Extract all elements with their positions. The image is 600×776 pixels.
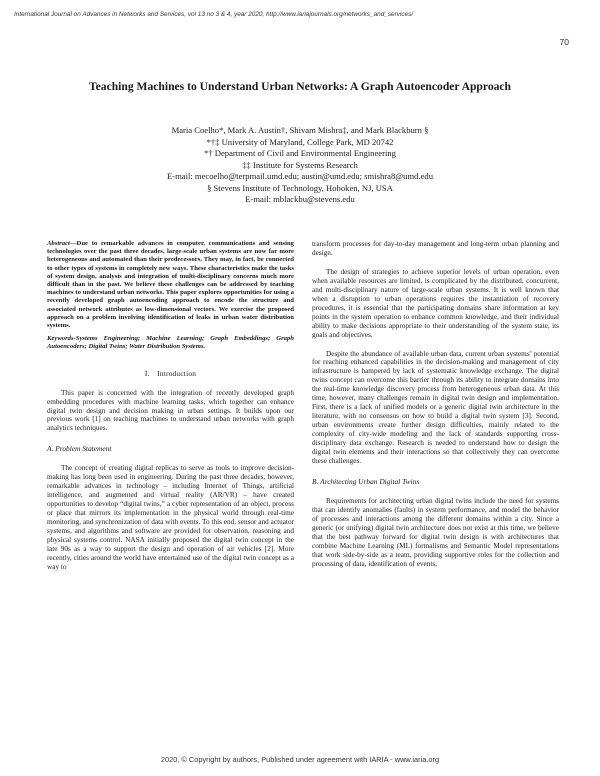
email-stevens: E-mail: mblackbu@stevens.edu [245,194,355,204]
affiliation-stevens: § Stevens Institute of Technology, Hoboken, NJ, USA [207,182,393,193]
continuation-paragraph: transform processes for day-to-day management and long-term urban planning and design. [312,240,559,257]
subsection-heading-problem-statement: A. Problem Statement [47,444,112,454]
author-block [0,125,600,206]
abstract-text: —Due to remarkable advances in computer, communications and sensing technologies over the past three decades, large-scale urban systems are now far more heterogeneous and automated than their predecessors. They may, in fact, be connected to other types of systems in completely new ways. These characteristics make the tasks of system design, analysis and integration of multi-disciplinary concerns much more difficult than in the past. We believe these challenges can be addressed by teaching machines to understand urban networks. This paper explores opportunities for using a recently developed graph autoencoding approach to encode the structure and associated network attributes as low-dimensional vectors. We exercise the proposed approach on a problem involving identification of leaks in urban water distribution systems. [47,240,294,330]
footer-copyright: 2020, © Copyright by authors, Published under agreement with IARIA - www.iaria.org [160,755,440,764]
left-column [47,240,294,572]
author-names: Maria Coelho*, Mark A. Austin†, Shivam Mishra‡, and Mark Blackburn § [171,125,429,135]
subsection-heading-architecting: B. Architecting Urban Digital Twins [312,476,420,486]
right-column [312,240,559,569]
affiliation-isr: ‡‡ Institute for Systems Research [242,159,358,170]
problem-paragraph: The concept of creating digital replicas to serve as tools to improve decision-making has long been used in engineering. During the past three decades, however, remarkable advances in technology – including Internet of Things, artificial intelligence, and augmented and virtual reality (AR/VR) – have created opportunities to develop “digital twins,” a cyber representation of an object, process or place that mirrors its implementation in the physical world through real-time monitoring, and synchronization of data with events. To this end, sensor and actuator systems, and algorithms and software are provided for observation, reasoning and physical systems control. NASA initially proposed the digital twin concept in the late 90s as a way to support the design and operation of air vehicles [2]. More recently, cities around the world have entertained use of the digital twin concept as a way to [47,464,294,571]
email-umd: E-mail: mecoelho@terpmail.umd.edu; austin@umd.edu; smishra8@umd.edu [167,171,433,181]
abundance-paragraph: Despite the abundance of available urban data, current urban systems’ potential for reaching enhanced capabilities in the decision-making and management of city infrastructure is hampered by lack of systematic knowledge exchange. The digital twins concept can overcome this barrier through its ability to integrate domains into the real-time knowledge discovery process from heterogeneous urban data. At this time, however, many challenges remain in digital twin design and implementation. First, there is a lack of unified models or a generic digital twin architecture in the literature, with no consensus on how to build a digital twin system [3]. Second, urban environments create further design difficulties, mainly related to the complexity of city-wide modeling and the lack of standards supporting cross-disciplinary data exchange. Research is needed to understand how to design the digital twin elements and their interactions so that collectively they can overcome these challenges. [312,349,559,465]
journal-header: International Journal on Advances in Networks and Services, vol 13 no 3 & 4, year 2020, http://www.iariajournals.org/networks_and_services/ [14,11,414,18]
affiliation-civil-engineering: *† Department of Civil and Environmental Engineering [204,148,396,158]
affiliation-umd: *†‡ University of Maryland, College Park, MD 20742 [206,136,394,147]
keywords: Keywords-Systems Engineering; Machine Learning; Graph Embeddings; Graph Autoencoders; Digital Twins; Water Distribution Systems. [47,335,294,351]
abstract-lead: Abstract [47,240,70,247]
section-heading-introduction: I. Introduction [144,368,197,378]
requirements-paragraph: Requirements for architecting urban digital twins include the need for systems that can identify anomalies (faults) in system performance, and model the behavior of processes and interactions among the different domains within a city. Since a generic (or unifying) digital twin architecture does not exist at this time, we believe that the best pathway forward for digital twin design is with architectures that combine Machine Learning (ML) formalisms and Semantic Model representations that work side-by-side as a team, providing supportive roles for the collection and processing of data, identification of events, [312,496,559,568]
paper-title: Teaching Machines to Understand Urban Networks: A Graph Autoencoder Approach [88,80,512,93]
design-paragraph: The design of strategies to achieve superior levels of urban operation, even when available resources are limited, is complicated by the distributed, concurrent, and multi-disciplinary nature of large-scale urban systems. It is well known that when a disruption to urban operations requires the instantiation of recovery procedures, it is essential that the participating domains share information at key points in the system operation to enhance common knowledge, and their individual ability to make decisions appropriate to their understanding of the system state, its goals and objectives. [312,267,559,339]
intro-paragraph: This paper is concerned with the integration of recently developed graph embedding procedures with machine learning tasks, which together can enhance digital twin design and decision making in urban settings. It builds upon our previous work [1] on teaching machines to understand urban networks with graph analytics techniques. [47,388,294,433]
abstract [47,240,294,330]
page-number: 70 [559,37,569,47]
